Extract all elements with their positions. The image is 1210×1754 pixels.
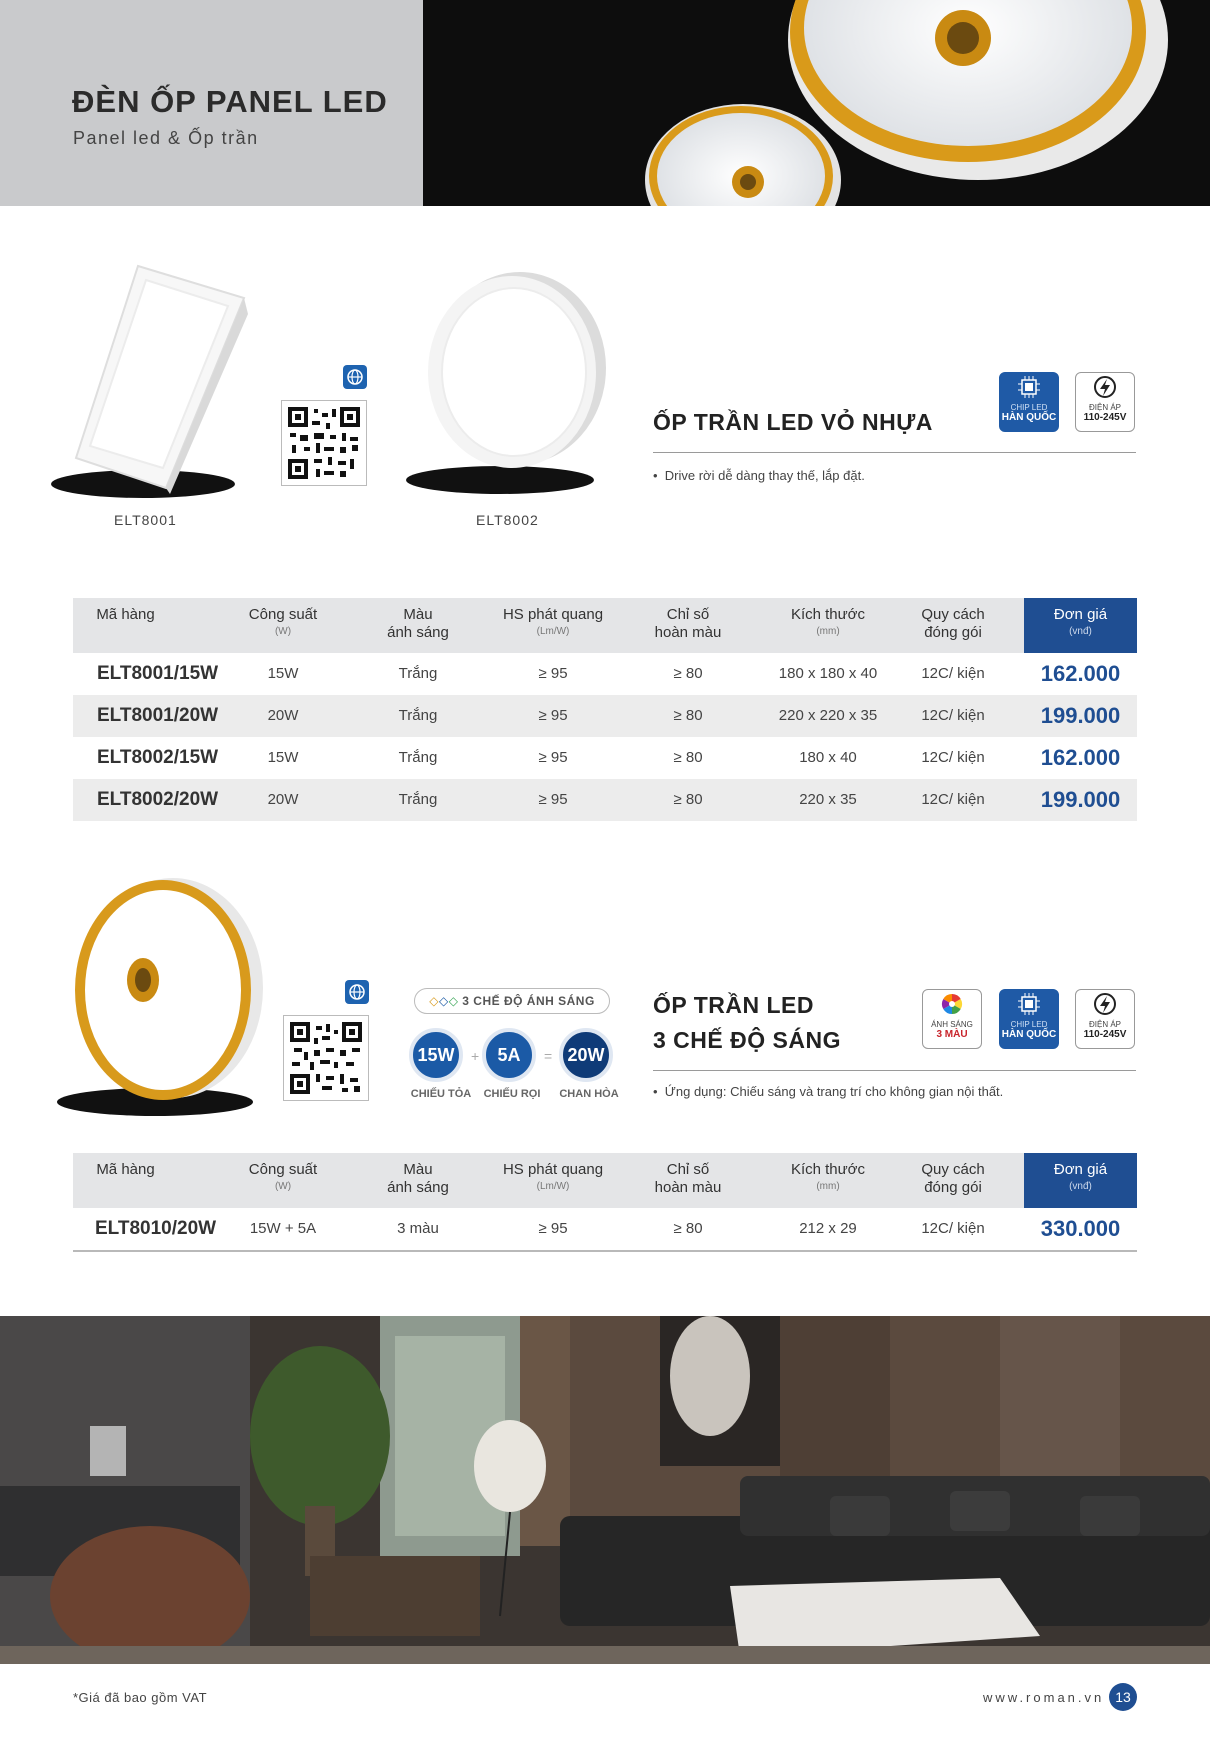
gold-ring-ceiling-lamp-image: [55, 862, 265, 1122]
cell-pack: 12C/ kiện: [921, 1220, 985, 1237]
th-price-unit: (vnđ): [1069, 1181, 1092, 1192]
table-row: [73, 779, 1137, 821]
cell-power: 15W: [267, 665, 299, 682]
th-code: Mã hàng: [96, 606, 155, 623]
th-flux: [483, 606, 623, 640]
cell-power: 15W: [267, 749, 299, 766]
th-size-unit: (mm): [816, 626, 840, 637]
section2-title-line2: 3 CHẾ ĐỘ SÁNG: [653, 1026, 841, 1053]
cell-code: ELT8002/15W: [97, 747, 219, 768]
cell-size: 180 x 180 x 40: [778, 665, 878, 682]
cell-flux: ≥ 95: [538, 791, 568, 808]
th-color-line1: Màu: [403, 606, 433, 623]
chip-led-value: HÀN QUỐC: [1001, 412, 1057, 423]
th-price: [1024, 598, 1137, 653]
th-flux-unit: (Lm/W): [536, 1181, 570, 1192]
th-price-label: Đơn giá: [1053, 1161, 1108, 1178]
th-color-line2: ánh sáng: [387, 1179, 449, 1196]
th-color-line1: Màu: [403, 1161, 433, 1178]
th-flux: [483, 1161, 623, 1195]
cell-code: ELT8001/15W: [97, 663, 219, 684]
chip-led-badge: [999, 372, 1059, 432]
chip-led-label: CHIP LED: [1010, 1020, 1048, 1029]
th-size: [753, 606, 903, 640]
th-power-unit: (W): [274, 626, 292, 637]
qr-code-icon: [288, 407, 360, 479]
cell-flux: ≥ 95: [538, 665, 568, 682]
globe-icon[interactable]: [343, 365, 367, 389]
th-cri-line2: hoàn màu: [654, 1179, 722, 1196]
interior-scene-image: [0, 1316, 1210, 1664]
cell-price: 162.000: [1040, 661, 1121, 686]
cell-power: 20W: [267, 791, 299, 808]
cell-flux: ≥ 95: [538, 707, 568, 724]
th-price-unit: (vnđ): [1069, 626, 1092, 637]
qr-code[interactable]: [283, 1015, 369, 1101]
header-title-panel: [0, 0, 423, 206]
light-color-value: 3 MÀU: [936, 1029, 968, 1040]
globe-icon[interactable]: [345, 980, 369, 1004]
th-pack-line1: Quy cách: [921, 606, 985, 623]
voltage-value: 110-245V: [1083, 412, 1127, 423]
voltage-label: ĐIỆN ÁP: [1088, 403, 1121, 412]
plus-operator: +: [471, 1048, 480, 1064]
cell-cri: ≥ 80: [673, 707, 703, 724]
page-number: 13: [1109, 1683, 1137, 1711]
cell-cri: ≥ 80: [673, 665, 703, 682]
voltage-label: ĐIỆN ÁP: [1088, 1020, 1121, 1029]
ceiling-lamp-hero-image: [423, 0, 1210, 206]
round-led-panel-image: [402, 268, 612, 498]
qr-code-icon: [290, 1022, 362, 1094]
th-flux-label: HS phát quang: [502, 606, 604, 623]
price-table-1: [73, 598, 1137, 821]
qr-code[interactable]: [281, 400, 367, 486]
chip-led-value: HÀN QUỐC: [1001, 1029, 1057, 1040]
color-wheel-icon: [923, 990, 981, 1020]
th-cri: [643, 1161, 733, 1197]
cell-pack: 12C/ kiện: [921, 791, 985, 808]
light-modes-title: 3 CHẾ ĐỘ ÁNH SÁNG: [462, 994, 595, 1008]
cell-color: Trắng: [398, 707, 438, 724]
cell-code: ELT8001/20W: [97, 705, 219, 726]
header-product-photo: [423, 0, 1210, 206]
section1-feature-text: Drive rời dễ dàng thay thế, lắp đặt.: [664, 468, 865, 483]
th-price-label: Đơn giá: [1053, 606, 1108, 623]
th-color: [363, 606, 473, 642]
website-link[interactable]: www.roman.vn: [983, 1690, 1105, 1705]
chip-icon: [1000, 373, 1058, 403]
th-flux-unit: (Lm/W): [536, 626, 570, 637]
equals-operator: =: [544, 1048, 553, 1064]
th-power: [223, 606, 343, 640]
mode-circle-spread: 15W: [409, 1028, 463, 1082]
cell-flux: ≥ 95: [538, 1220, 568, 1237]
th-size: [753, 1161, 903, 1195]
mode-circle-spot: 5A: [482, 1028, 536, 1082]
th-cri-line1: Chỉ số: [666, 1161, 710, 1178]
th-cri: [643, 606, 733, 642]
th-cri-line1: Chỉ số: [666, 606, 710, 623]
cell-cri: ≥ 80: [673, 1220, 703, 1237]
th-color-line2: ánh sáng: [387, 624, 449, 641]
chip-icon: [1000, 990, 1058, 1020]
chip-led-badge: [999, 989, 1059, 1049]
cell-cri: ≥ 80: [673, 791, 703, 808]
section2-title: [653, 988, 841, 1057]
cell-price: 199.000: [1040, 703, 1121, 728]
section2-title-line1: ỐP TRẦN LED: [653, 992, 814, 1018]
cell-power: 15W + 5A: [249, 1220, 317, 1237]
page-header: [0, 0, 1210, 206]
mode-circle-combined: 20W: [559, 1028, 613, 1082]
cell-code: ELT8010/20W: [95, 1218, 217, 1239]
cell-size: 180 x 40: [799, 749, 857, 766]
th-cri-line2: hoàn màu: [654, 624, 722, 641]
cell-pack: 12C/ kiện: [921, 665, 985, 682]
page-subtitle: Panel led & Ốp trần: [73, 128, 259, 148]
light-modes-icon-2: ◇: [438, 994, 449, 1008]
mode-caption-spot: CHIẾU RỌI: [483, 1088, 541, 1100]
price-table-2: [73, 1153, 1137, 1252]
table-header: [73, 1153, 1137, 1208]
th-power: [223, 1161, 343, 1195]
cell-pack: 12C/ kiện: [921, 749, 985, 766]
cell-flux: ≥ 95: [538, 749, 568, 766]
lightning-icon: [1076, 990, 1134, 1020]
cell-color: 3 màu: [397, 1220, 439, 1237]
product-label-elt8002: ELT8002: [476, 512, 539, 528]
vat-footnote: *Giá đã bao gồm VAT: [73, 1690, 208, 1705]
table-row: [73, 737, 1137, 779]
th-code: Mã hàng: [96, 1161, 155, 1178]
th-pack: [903, 606, 1003, 642]
th-color: [363, 1161, 473, 1197]
th-pack: [903, 1161, 1003, 1197]
cell-size: 220 x 220 x 35: [778, 707, 878, 724]
cell-size: 220 x 35: [799, 791, 857, 808]
cell-size: 212 x 29: [799, 1220, 857, 1237]
lightning-icon: [1076, 373, 1134, 403]
cell-power: 20W: [267, 707, 299, 724]
product-label-elt8001: ELT8001: [114, 512, 177, 528]
section1-title: ỐP TRẦN LED VỎ NHỰA: [653, 409, 933, 435]
cell-price: 199.000: [1040, 787, 1121, 812]
table-bottom-rule: [73, 1250, 1137, 1252]
mode-caption-spread: CHIẾU TỎA: [410, 1088, 472, 1100]
voltage-badge: [1075, 372, 1135, 432]
th-pack-line2: đóng gói: [924, 1179, 982, 1196]
th-pack-line1: Quy cách: [921, 1161, 985, 1178]
table-header: [73, 598, 1137, 653]
voltage-badge: [1075, 989, 1135, 1049]
th-power-unit: (W): [274, 1181, 292, 1192]
light-modes-pill: [414, 988, 610, 1014]
th-size-label: Kích thước: [790, 606, 866, 623]
chip-led-label: CHIP LED: [1010, 403, 1048, 412]
voltage-value: 110-245V: [1083, 1029, 1127, 1040]
th-pack-line2: đóng gói: [924, 624, 982, 641]
th-flux-label: HS phát quang: [502, 1161, 604, 1178]
cell-color: Trắng: [398, 791, 438, 808]
page-title: ĐÈN ỐP PANEL LED: [72, 84, 388, 119]
cell-code: ELT8002/20W: [97, 789, 219, 810]
cell-cri: ≥ 80: [673, 749, 703, 766]
light-color-label: ÁNH SÁNG: [931, 1020, 973, 1029]
square-led-panel-image: [48, 258, 248, 498]
th-power-label: Công suất: [248, 606, 318, 623]
table-row: [73, 653, 1137, 695]
cell-color: Trắng: [398, 749, 438, 766]
th-price: [1024, 1153, 1137, 1208]
light-color-badge: [922, 989, 982, 1049]
mode-caption-combined: CHAN HÒA: [559, 1088, 619, 1100]
section1-divider: [653, 452, 1136, 453]
section2-feature: • Ứng dụng: Chiếu sáng và trang trí cho không gian nội thất.: [653, 1084, 1004, 1099]
light-modes-icon: ◇: [429, 994, 439, 1008]
cell-pack: 12C/ kiện: [921, 707, 985, 724]
cell-price: 330.000: [1040, 1216, 1121, 1241]
section2-feature-text: Ứng dụng: Chiếu sáng và trang trí cho không gian nội thất.: [664, 1084, 1004, 1099]
cell-color: Trắng: [398, 665, 438, 682]
section1-feature: • Drive rời dễ dàng thay thế, lắp đặt.: [653, 468, 865, 483]
cell-price: 162.000: [1040, 745, 1121, 770]
table-row: [73, 695, 1137, 737]
section2-divider: [653, 1070, 1136, 1071]
th-power-label: Công suất: [248, 1161, 318, 1178]
th-size-label: Kích thước: [790, 1161, 866, 1178]
light-modes-icon-3: ◇: [448, 994, 459, 1008]
th-size-unit: (mm): [816, 1181, 840, 1192]
living-room-photo: [0, 1316, 1210, 1664]
table-row: [73, 1208, 1137, 1250]
